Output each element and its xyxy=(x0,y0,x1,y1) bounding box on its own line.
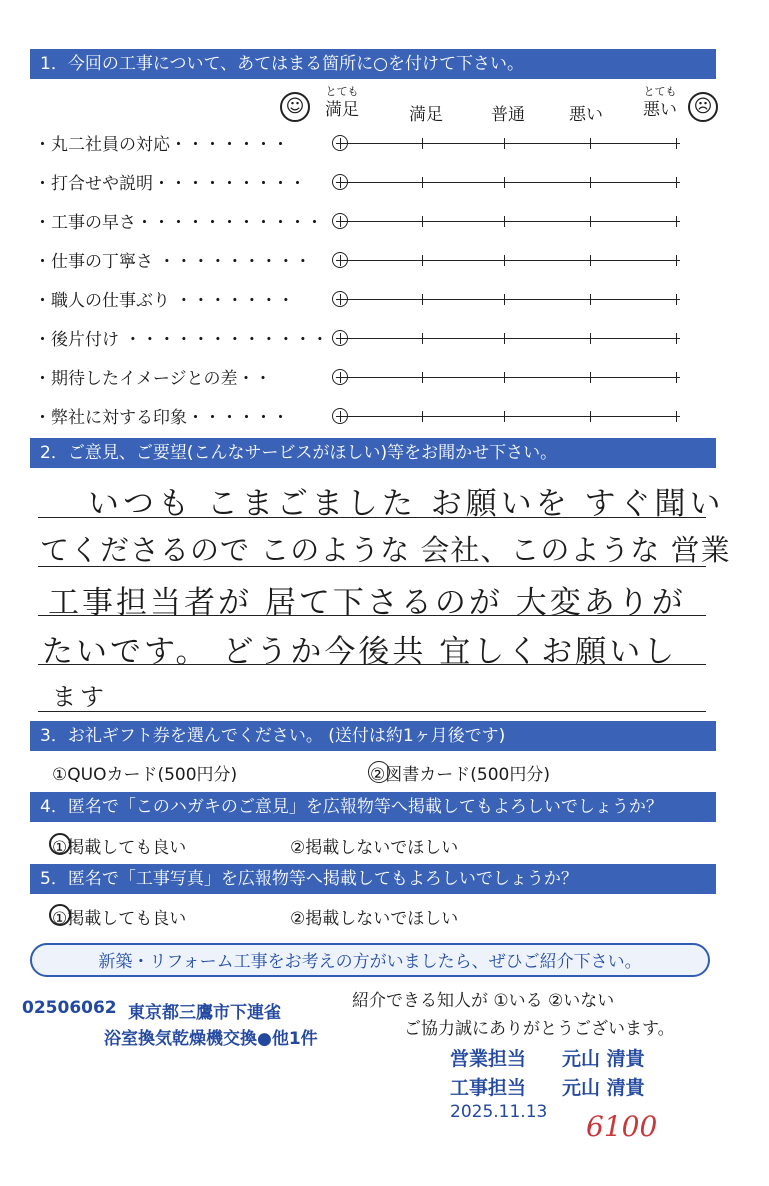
work-label: 工事担当 xyxy=(450,1077,527,1099)
rating-tick[interactable] xyxy=(504,294,505,305)
rating-tick[interactable] xyxy=(504,177,505,188)
section5-header: 5．匿名で「工事写真」を広報物等へ掲載してもよろしいでしょうか？ xyxy=(30,864,716,894)
rating-tick[interactable] xyxy=(422,333,423,344)
rating-tick[interactable] xyxy=(676,255,677,266)
referral-question: 紹介できる知人が ①いる ②いない xyxy=(352,991,615,1011)
rating-tick[interactable] xyxy=(676,333,677,344)
col-bad: 悪い xyxy=(569,105,603,125)
rating-tick[interactable] xyxy=(590,411,591,422)
rating-scale-line xyxy=(336,338,680,339)
rating-selected-mark xyxy=(332,252,348,268)
section1-header: 1．今回の工事について、あてはまる箇所に○を付けて下さい。 xyxy=(30,49,716,79)
rating-selected-mark xyxy=(332,330,348,346)
comment-publish-ng[interactable]: ②掲載しないでほしい xyxy=(290,838,459,858)
rating-tick[interactable] xyxy=(676,372,677,383)
rating-selected-mark xyxy=(332,369,348,385)
frown-face-icon: ☹ xyxy=(688,92,718,122)
survey-date: 2025.11.13 xyxy=(450,1102,548,1122)
rating-tick[interactable] xyxy=(422,255,423,266)
rating-row-label: ・弊社に対する印象・・・・・・ xyxy=(34,408,289,428)
smile-face-icon: ☺ xyxy=(280,92,310,122)
rating-tick[interactable] xyxy=(590,294,591,305)
rating-tick[interactable] xyxy=(590,138,591,149)
rating-scale-line xyxy=(336,143,680,144)
col-normal: 普通 xyxy=(491,105,525,125)
rating-tick[interactable] xyxy=(676,411,677,422)
rating-scale-line xyxy=(336,416,680,417)
rating-tick[interactable] xyxy=(422,372,423,383)
rating-row-label: ・工事の早さ・・・・・・・・・・・ xyxy=(34,213,323,233)
rating-tick[interactable] xyxy=(504,216,505,227)
comment-publish-ok[interactable]: ①掲載しても良い xyxy=(52,838,187,858)
rating-tick[interactable] xyxy=(590,177,591,188)
writing-line xyxy=(38,711,706,712)
rating-tick[interactable] xyxy=(676,216,677,227)
rating-tick[interactable] xyxy=(676,177,677,188)
rating-tick[interactable] xyxy=(504,255,505,266)
rating-tick[interactable] xyxy=(422,216,423,227)
rating-scale-line xyxy=(336,182,680,183)
photo-publish-ng[interactable]: ②掲載しないでほしい xyxy=(290,909,459,929)
selected-circle-mark xyxy=(368,761,390,783)
rating-selected-mark xyxy=(332,174,348,190)
work-name: 元山 清貴 xyxy=(562,1077,645,1099)
rating-tick[interactable] xyxy=(590,216,591,227)
section3-header: 3．お礼ギフト券を選んでください。 (送付は約1ヶ月後です) xyxy=(30,721,716,751)
rating-tick[interactable] xyxy=(590,372,591,383)
rating-tick[interactable] xyxy=(422,294,423,305)
comment-line-5: ます xyxy=(52,683,108,711)
rating-row-label: ・仕事の丁寧さ ・・・・・・・・・ xyxy=(34,252,312,272)
sales-label: 営業担当 xyxy=(450,1048,527,1070)
rating-tick[interactable] xyxy=(422,138,423,149)
section4-header: 4．匿名で「このハガキのご意見」を広報物等へ掲載してもよろしいでしょうか？ xyxy=(30,792,716,822)
rating-selected-mark xyxy=(332,408,348,424)
rating-row-label: ・打合せや説明・・・・・・・・・ xyxy=(34,174,306,194)
handwritten-number: 6100 xyxy=(586,1110,658,1143)
rating-selected-mark xyxy=(332,135,348,151)
rating-scale-line xyxy=(336,377,680,378)
gift-option-quo[interactable]: ①QUOカード(500円分) xyxy=(52,765,238,785)
col-satisfied: 満足 xyxy=(409,105,443,125)
rating-scale-line xyxy=(336,299,680,300)
rating-tick[interactable] xyxy=(676,294,677,305)
rating-tick[interactable] xyxy=(590,255,591,266)
rating-row-label: ・期待したイメージとの差・・ xyxy=(34,369,272,389)
rating-scale-line xyxy=(336,221,680,222)
rating-selected-mark xyxy=(332,213,348,229)
customer-id: 02506062 xyxy=(22,998,117,1018)
rating-tick[interactable] xyxy=(590,333,591,344)
customer-address: 東京都三鷹市下連雀 xyxy=(128,1003,281,1023)
col-very-bad: とても 悪い xyxy=(643,85,677,120)
comment-line-2: てくださるので このような 会社、このような 営業 xyxy=(40,533,731,567)
rating-selected-mark xyxy=(332,291,348,307)
rating-tick[interactable] xyxy=(422,177,423,188)
comment-line-4: たいです。 どうか今後共 宜しくお願いし xyxy=(42,634,678,670)
comment-line-3: 工事担当者が 居て下さるのが 大変ありが xyxy=(48,585,686,621)
selected-circle-mark xyxy=(49,833,71,855)
rating-tick[interactable] xyxy=(504,333,505,344)
col-very-satisfied: とても 満足 xyxy=(325,85,359,120)
rating-tick[interactable] xyxy=(504,411,505,422)
rating-tick[interactable] xyxy=(676,138,677,149)
photo-publish-ok[interactable]: ①掲載しても良い xyxy=(52,909,187,929)
rating-row-label: ・丸二社員の対応・・・・・・・ xyxy=(34,135,289,155)
selected-circle-mark xyxy=(49,904,71,926)
rating-scale-line xyxy=(336,260,680,261)
gift-option-tosho[interactable]: ②図書カード(500円分) xyxy=(370,765,550,785)
rating-tick[interactable] xyxy=(504,372,505,383)
section2-header: 2．ご意見、ご要望(こんなサービスがほしい)等をお聞かせ下さい。 xyxy=(30,438,716,468)
rating-tick[interactable] xyxy=(504,138,505,149)
thanks-text: ご協力誠にありがとうございます。 xyxy=(404,1019,675,1039)
referral-banner: 新築・リフォーム工事をお考えの方がいましたら、ぜひご紹介下さい。 xyxy=(30,943,710,977)
rating-row-label: ・後片付け ・・・・・・・・・・・・ xyxy=(34,330,329,350)
comment-line-1: いつも こまごました お願いを すぐ聞い xyxy=(88,486,725,522)
work-description: 浴室換気乾燥機交換●他1件 xyxy=(104,1029,318,1049)
rating-row-label: ・職人の仕事ぶり ・・・・・・・ xyxy=(34,291,295,311)
rating-tick[interactable] xyxy=(422,411,423,422)
sales-name: 元山 清貴 xyxy=(562,1048,645,1070)
